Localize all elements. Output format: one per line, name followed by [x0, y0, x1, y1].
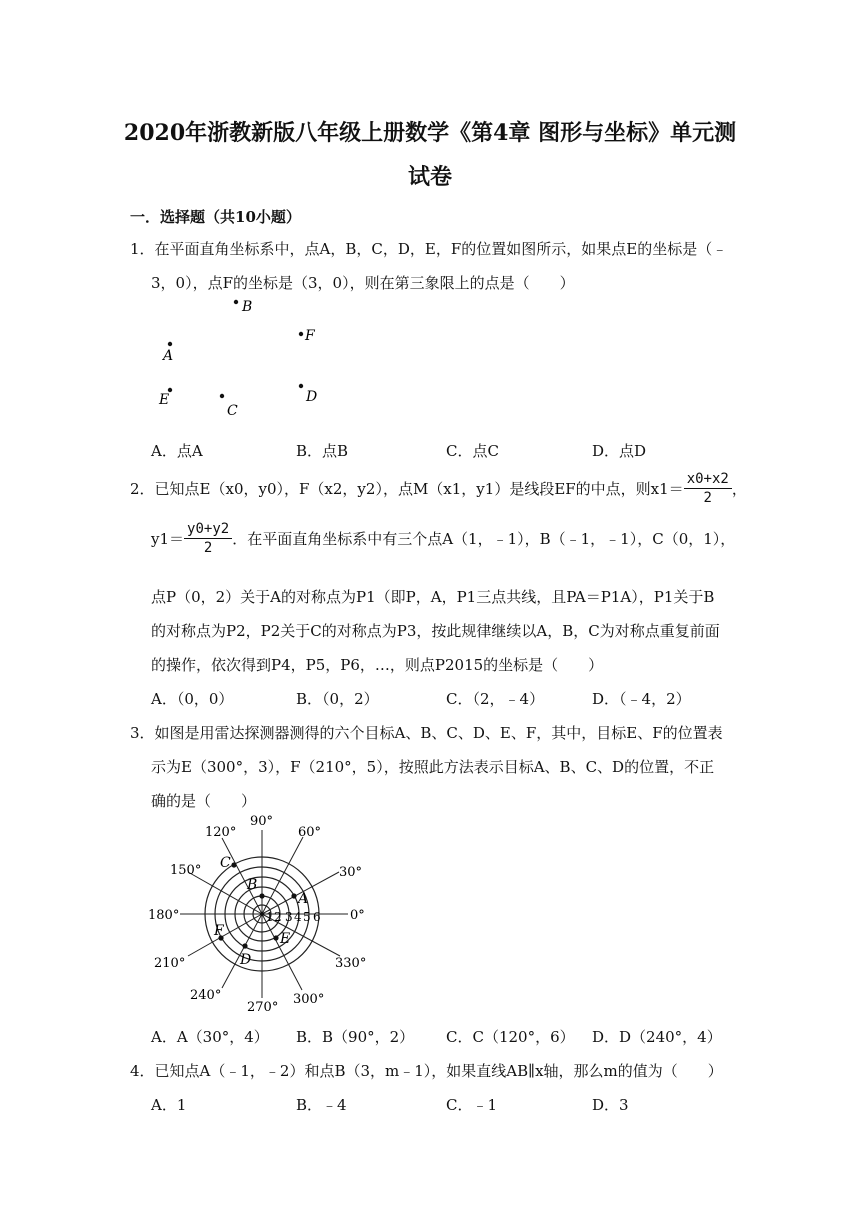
q1-point-F-label: F [305, 328, 315, 344]
q2-option-d[interactable]: D．（﹣4，2） [592, 690, 691, 708]
ring-number-5: 5 [303, 910, 311, 924]
angle-90-label: 90° [250, 814, 274, 829]
q1-point-C-dot [220, 394, 224, 398]
angle-60-label: 60° [298, 825, 322, 840]
radar-point-C-dot [231, 862, 236, 867]
angle-0-label: 0° [350, 908, 365, 923]
q3-text-line3: 确的是（ ） [151, 792, 257, 810]
q4-option-d[interactable]: D．3 [592, 1096, 629, 1114]
q1-point-E-label: E [159, 392, 170, 408]
radar-point-A-label: A [298, 891, 309, 907]
radar-point-C-label: C [220, 855, 231, 871]
ring-number-4: 4 [294, 910, 302, 924]
q2-text-line3: 点P（0，2）关于A的对称点为P1（即P，A，P1三点共线，且PA＝P1A），P1关于B [151, 588, 715, 606]
radar-point-B-label: B [247, 877, 258, 893]
q2-option-b[interactable]: B．（0，2） [296, 690, 379, 708]
q2-fraction-y1-numerator: y0+y2 [184, 520, 232, 539]
angle-330-label: 330° [335, 956, 367, 971]
q1-option-c[interactable]: C．点C [446, 442, 499, 460]
q2-fraction-x1-numerator: x0+x2 [684, 470, 732, 489]
angle-150-label: 150° [170, 863, 202, 878]
q2-text-line5: 的操作，依次得到P4，P5，P6，…，则点P2015的坐标是（ ） [151, 656, 604, 674]
q2-text-line2: ．在平面直角坐标系中有三个点A（1，﹣1），B（﹣1，﹣1），C（0，1）， [232, 530, 736, 548]
q2-option-a[interactable]: A．（0，0） [151, 690, 234, 708]
q2-line2 [151, 520, 735, 557]
page-title-line2: 试卷 [407, 164, 452, 190]
q4-option-a[interactable]: A．1 [151, 1096, 187, 1114]
q1-point-D-dot [299, 384, 303, 388]
q2-text-line4: 的对称点为P2，P2关于C的对称点为P3，按此规律继续以A，B，C为对称点重复前面 [151, 622, 720, 640]
q1-point-C-label: C [227, 403, 238, 419]
q2-text-line1: 2．已知点E（x0，y0），F（x2，y2），点M（x1，y1）是线段EF的中点，则x1＝ [130, 480, 684, 498]
radar-point-F-label: F [214, 923, 224, 939]
radar-point-B-dot [259, 893, 264, 898]
q1-point-B-dot [234, 300, 238, 304]
q1-figure [150, 294, 330, 429]
ring-number-1: 1 [266, 910, 274, 924]
q3-option-b[interactable]: B．B（90°，2） [296, 1028, 415, 1046]
angle-240-label: 240° [190, 988, 222, 1003]
q4-option-b[interactable]: B．﹣4 [296, 1096, 347, 1114]
angle-120-label: 120° [205, 825, 237, 840]
q2-fraction-y1 [184, 520, 232, 557]
q1-text-line2: 3，0），点F的坐标是（3，0），则在第三象限上的点是（ ） [151, 274, 575, 292]
ring-number-3: 3 [285, 910, 293, 924]
angle-300-label: 300° [293, 992, 325, 1007]
q2-fraction-x1 [684, 470, 732, 507]
radar-point-A-dot [291, 893, 296, 898]
q4-option-c[interactable]: C．﹣1 [446, 1096, 498, 1114]
q3-option-c[interactable]: C．C（120°，6） [446, 1028, 575, 1046]
q3-radar-figure [140, 812, 380, 1017]
ring-number-2: 2 [274, 910, 282, 924]
q2-option-c[interactable]: C．（2，﹣4） [446, 690, 545, 708]
q1-option-d[interactable]: D．点D [592, 442, 647, 460]
radar-point-E-label: E [280, 931, 291, 947]
angle-210-label: 210° [154, 956, 186, 971]
radar-point-E-dot [273, 935, 278, 940]
radar-point-D-label: D [240, 952, 252, 968]
angle-270-label: 270° [247, 1000, 279, 1015]
q1-text-line1: 1．在平面直角坐标系中，点A，B，C，D，E，F的位置如图所示，如果点E的坐标是（﹣ [130, 240, 728, 258]
angle-30-label: 30° [339, 865, 363, 880]
section-heading: 一．选择题（共10小题） [130, 208, 301, 226]
q1-point-B-label: B [242, 299, 253, 315]
q1-option-a[interactable]: A．点A [151, 442, 203, 460]
q2-text-line1-post: ， [731, 480, 747, 498]
q2-fraction-y1-denominator: 2 [203, 540, 213, 556]
page-title-line1: 2020年浙教新版八年级上册数学《第4章 图形与坐标》单元测 [123, 120, 737, 146]
q1-point-A-label: A [163, 348, 174, 364]
q3-option-d[interactable]: D．D（240°，4） [592, 1028, 722, 1046]
q3-text-line1: 3．如图是用雷达探测器测得的六个目标A、B、C、D、E、F，其中，目标E、F的位置表 [130, 724, 723, 742]
q1-point-A-dot [168, 342, 172, 346]
radar-center-dot [260, 912, 264, 916]
ray-300 [262, 914, 302, 990]
q2-text-line2-pre: y1＝ [151, 530, 185, 548]
q1-option-b[interactable]: B．点B [296, 442, 349, 460]
q2-fraction-x1-denominator: 2 [703, 490, 712, 506]
q1-point-D-label: D [306, 389, 318, 405]
angle-180-label: 180° [148, 908, 180, 923]
ring-number-6: 6 [313, 910, 321, 924]
q3-text-line2: 示为E（300°，3），F（210°，5），按照此方法表示目标A、B、C、D的位置，不正 [151, 758, 715, 776]
q2-line1 [130, 470, 747, 507]
radar-point-D-dot [242, 943, 247, 948]
q1-point-F-dot [299, 332, 303, 336]
q3-option-a[interactable]: A．A（30°，4） [151, 1028, 269, 1046]
q4-text-line1: 4．已知点A（﹣1，﹣2）和点B（3，m﹣1），如果直线AB∥x轴，那么m的值为（ ） [130, 1062, 723, 1080]
